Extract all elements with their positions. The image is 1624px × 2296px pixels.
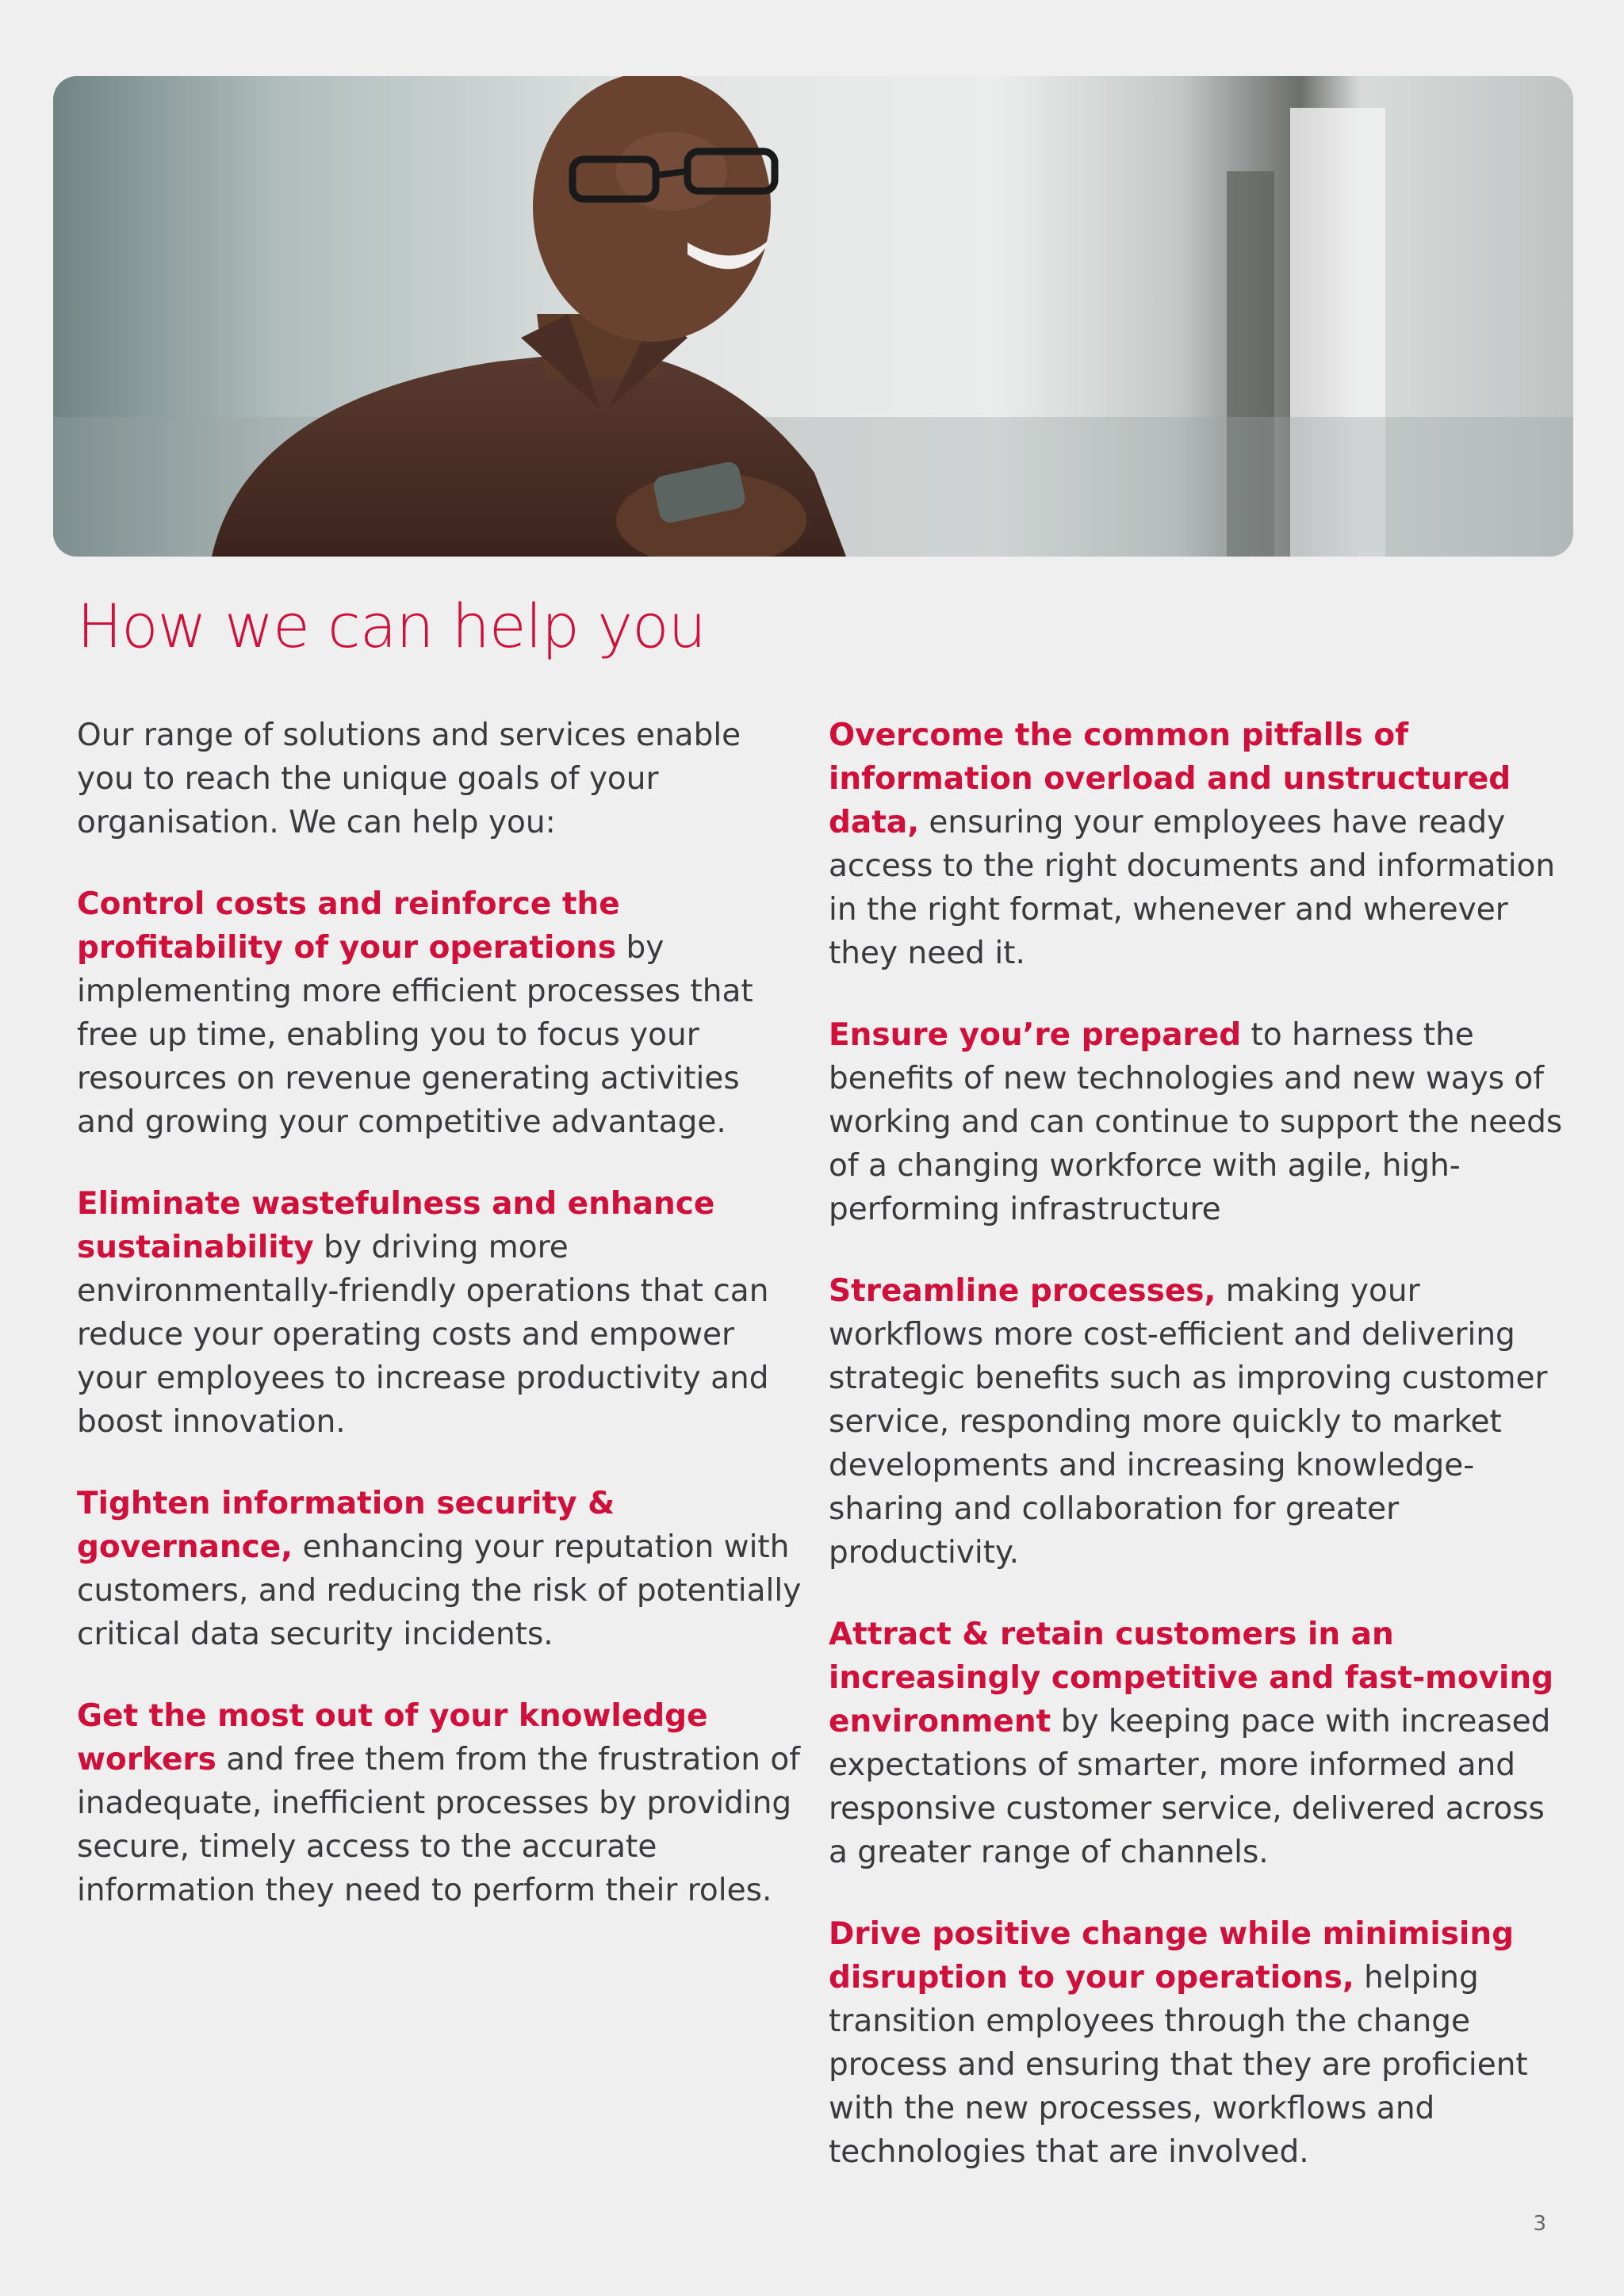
benefit-paragraph <box>829 1013 1566 1231</box>
benefit-paragraph <box>829 1912 1566 2174</box>
benefit-paragraph <box>77 1694 806 1912</box>
benefit-text: by keeping pace with increased expectations of smarter, more informed and responsive customer service, delivered across a greater range of channels. <box>829 1704 1551 1870</box>
benefit-paragraph <box>77 1482 806 1656</box>
right-column <box>829 714 1566 2212</box>
benefit-paragraph <box>829 1613 1566 1874</box>
intro-paragraph <box>77 714 806 844</box>
benefit-text: ensuring your employees have ready access to the right documents and information in the right format, whenever and wherever they need it. <box>829 805 1556 971</box>
benefit-highlight: Streamline processes, <box>829 1273 1216 1309</box>
benefit-text: to harness the benefits of new technologies and new ways of working and can continue to support the needs of a changing workforce with agile, high-performing infrastructure <box>829 1017 1563 1227</box>
benefit-highlight: Ensure you’re prepared <box>829 1017 1242 1053</box>
benefit-text: enhancing your reputation with customers, and reducing the risk of potentially critical data security incidents. <box>77 1529 802 1652</box>
benefit-paragraph <box>829 1269 1566 1575</box>
benefit-highlight: Control costs and reinforce the profitability of your operations <box>77 886 620 966</box>
benefit-text: and free them from the frustration of inadequate, inefficient processes by providing secure, timely access to the accurate information they need to perform their roles. <box>77 1742 800 1908</box>
benefit-highlight: Tighten information security & governance, <box>77 1486 615 1565</box>
benefit-paragraph <box>77 882 806 1144</box>
benefit-text: by implementing more efficient processes that free up time, enabling you to focus your resources on revenue generating activities and growing your competitive advantage. <box>77 930 753 1140</box>
benefit-text: by driving more environmentally-friendly operations that can reduce your operating costs and empower your employees to increase productivity and boost innovation. <box>77 1230 769 1440</box>
page-number: 3 <box>1533 2212 1546 2236</box>
benefit-highlight: Attract & retain customers in an increasingly competitive and fast-moving environment <box>829 1617 1554 1739</box>
benefit-highlight: Eliminate wastefulness and enhance sustainability <box>77 1186 715 1265</box>
left-column <box>77 714 806 1950</box>
benefit-paragraph <box>77 1182 806 1444</box>
hero-photo <box>53 76 1573 557</box>
benefit-text: making your workflows more cost-efficient and delivering strategic benefits such as improving customer service, responding more quickly to market developments and increasing knowledge-sharing and collaboration for greater productivity. <box>829 1273 1548 1571</box>
benefit-highlight: Get the most out of your knowledge workers <box>77 1698 708 1777</box>
benefit-highlight: Drive positive change while minimising disruption to your operations, <box>829 1916 1515 1996</box>
benefit-text: helping transition employees through the change process and ensuring that they are proficient with the new processes, workflows and technologies that are involved. <box>829 1960 1528 2170</box>
benefit-paragraph <box>829 714 1566 975</box>
page-title: How we can help you <box>77 591 706 661</box>
paragraph-text: Our range of solutions and services enable you to reach the unique goals of your organisation. We can help you: <box>77 718 741 840</box>
benefit-highlight: Overcome the common pitfalls of information overload and unstructured data, <box>829 718 1511 840</box>
